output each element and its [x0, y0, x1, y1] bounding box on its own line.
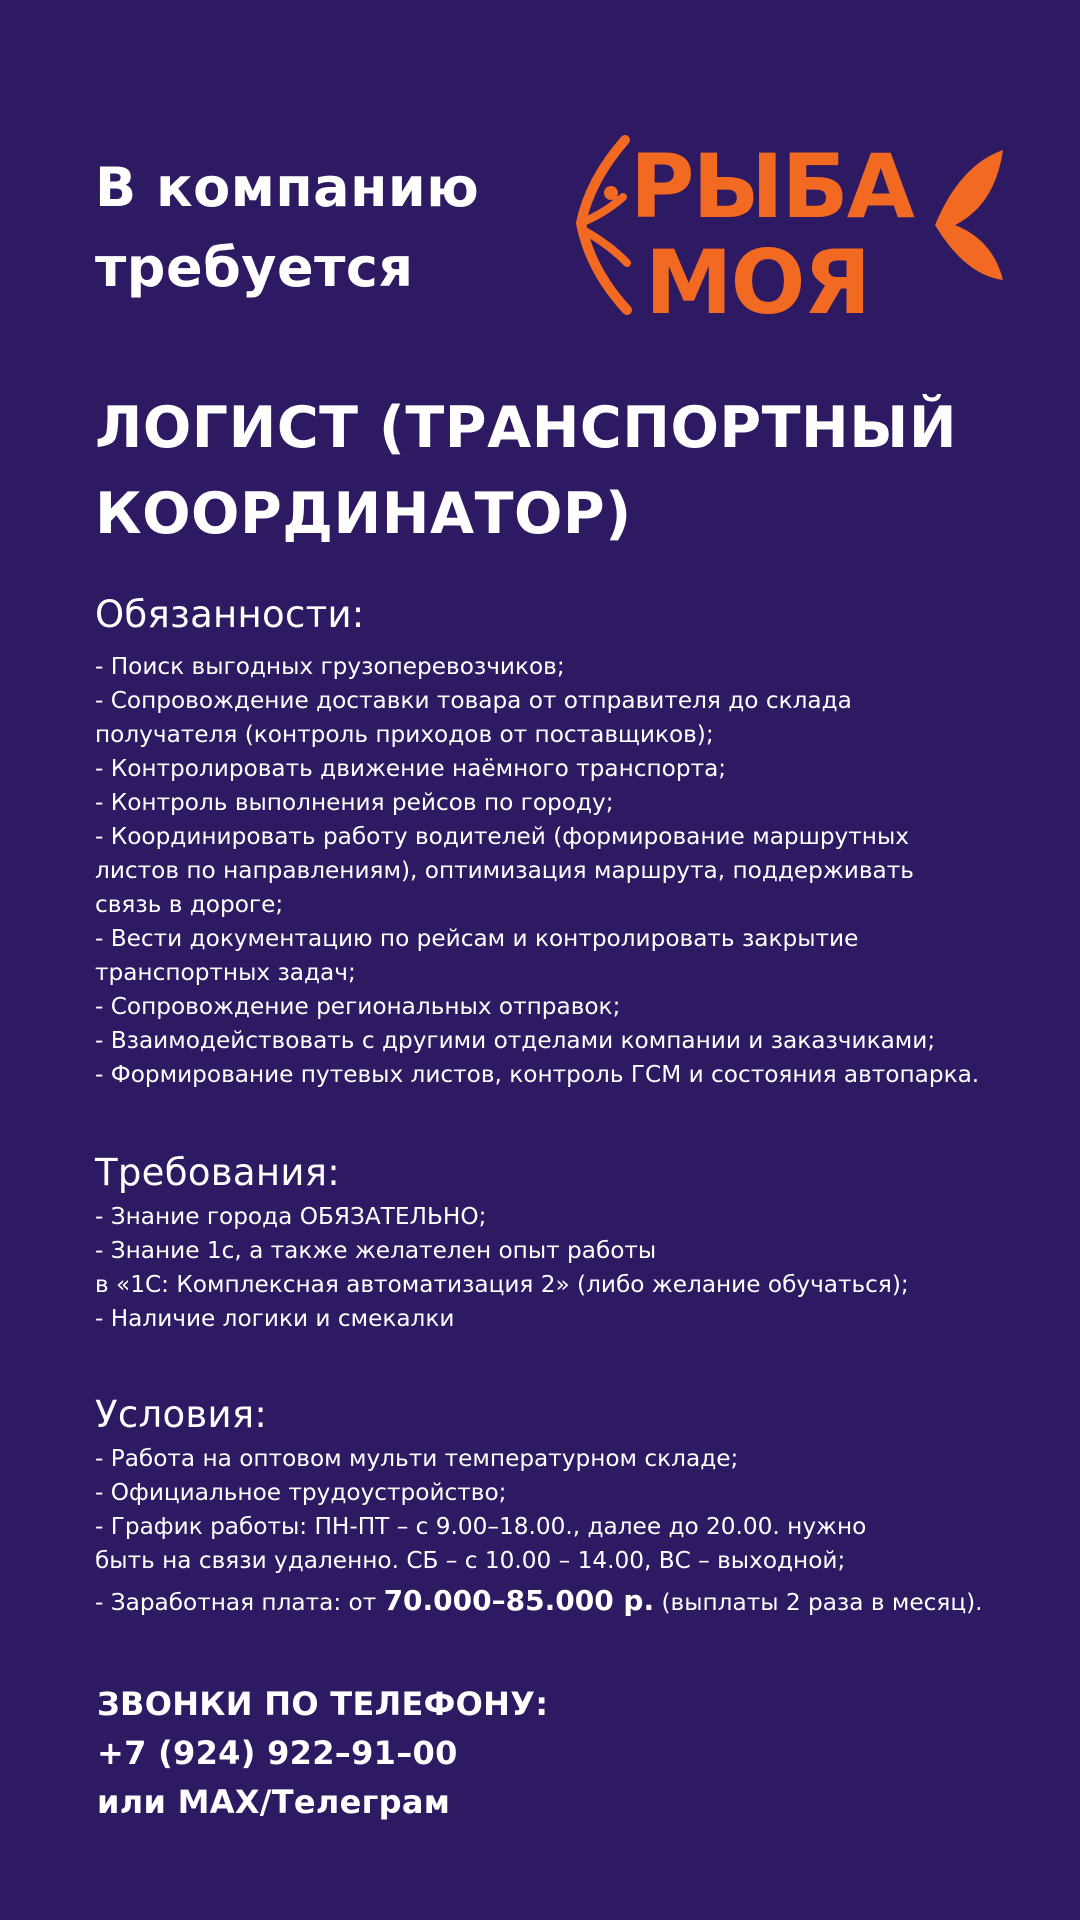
- logo-word-2: МОЯ: [645, 231, 870, 334]
- fish-head-outline: [581, 140, 627, 310]
- list-item: - Наличие логики и смекалки: [95, 1305, 455, 1332]
- salary-item: [95, 1584, 1055, 1620]
- list-item: - Поиск выгодных грузоперевозчиков;: [95, 653, 565, 680]
- list-item: - Знание 1с, а также желателен опыт работы в «1С: Комплексная автоматизация 2» (либо желание обучаться);: [95, 1237, 909, 1298]
- list-item: - Координировать работу водителей (формирование маршрутных листов по направлениям), оптимизация маршрута, поддерживать связь в дороге;: [95, 823, 914, 918]
- contacts: [97, 1680, 997, 1827]
- header: [95, 148, 555, 308]
- fish-eye: [604, 186, 618, 200]
- duties-section: [95, 590, 1055, 1092]
- conditions-heading: Условия:: [95, 1393, 268, 1436]
- header-line-2: требуется: [95, 236, 414, 299]
- fish-tail-top: [935, 150, 1003, 225]
- list-item: - График работы: ПН-ПТ – с 9.00–18.00., далее до 20.00. нужно быть на связи удаленно. СБ – с 10.00 – 14.00, ВС – выходной;: [95, 1513, 867, 1574]
- phone-number[interactable]: +7 (924) 922–91–00: [97, 1734, 458, 1772]
- list-item: - Формирование путевых листов, контроль ГСМ и состояния автопарка.: [95, 1061, 980, 1088]
- contacts-heading: ЗВОНКИ ПО ТЕЛЕФОНУ:: [97, 1685, 549, 1723]
- job-title-line-2: КООРДИНАТОР): [95, 481, 632, 547]
- salary-value: 70.000–85.000 р.: [383, 1584, 655, 1617]
- messenger-note: или MAX/Телеграм: [97, 1783, 451, 1821]
- conditions-list: [95, 1442, 1055, 1620]
- job-title-line-1: ЛОГИСТ (ТРАНСПОРТНЫЙ: [95, 395, 958, 461]
- list-item: - Знание города ОБЯЗАТЕЛЬНО;: [95, 1203, 487, 1230]
- header-line-1: В компанию: [95, 156, 480, 219]
- logo-word-1: РЫБА: [630, 135, 913, 238]
- salary-suffix: (выплаты 2 раза в месяц).: [654, 1589, 983, 1616]
- list-item: - Сопровождение доставки товара от отправителя до склада получателя (контроль приходов от поставщиков);: [95, 687, 852, 748]
- fish-tail-bottom: [935, 225, 1003, 280]
- requirements-heading: Требования:: [95, 1151, 341, 1194]
- requirements-section: [95, 1148, 1055, 1336]
- list-item: - Вести документацию по рейсам и контролировать закрытие транспортных задач;: [95, 925, 859, 986]
- list-item: - Работа на оптовом мульти температурном складе;: [95, 1445, 739, 1472]
- list-item: - Официальное трудоустройство;: [95, 1479, 507, 1506]
- list-item: - Взаимодействовать с другими отделами компании и заказчиками;: [95, 1027, 936, 1054]
- salary-prefix: - Заработная плата: от: [95, 1589, 384, 1616]
- list-item: - Контроль выполнения рейсов по городу;: [95, 789, 614, 816]
- conditions-section: [95, 1390, 1055, 1620]
- requirements-list: [95, 1200, 1055, 1336]
- fish-logo-icon: [575, 105, 1005, 335]
- job-title: [95, 385, 995, 557]
- list-item: - Сопровождение региональных отправок;: [95, 993, 621, 1020]
- duties-heading: Обязанности:: [95, 593, 365, 636]
- list-item: - Контролировать движение наёмного транспорта;: [95, 755, 727, 782]
- duties-list: [95, 650, 1055, 1092]
